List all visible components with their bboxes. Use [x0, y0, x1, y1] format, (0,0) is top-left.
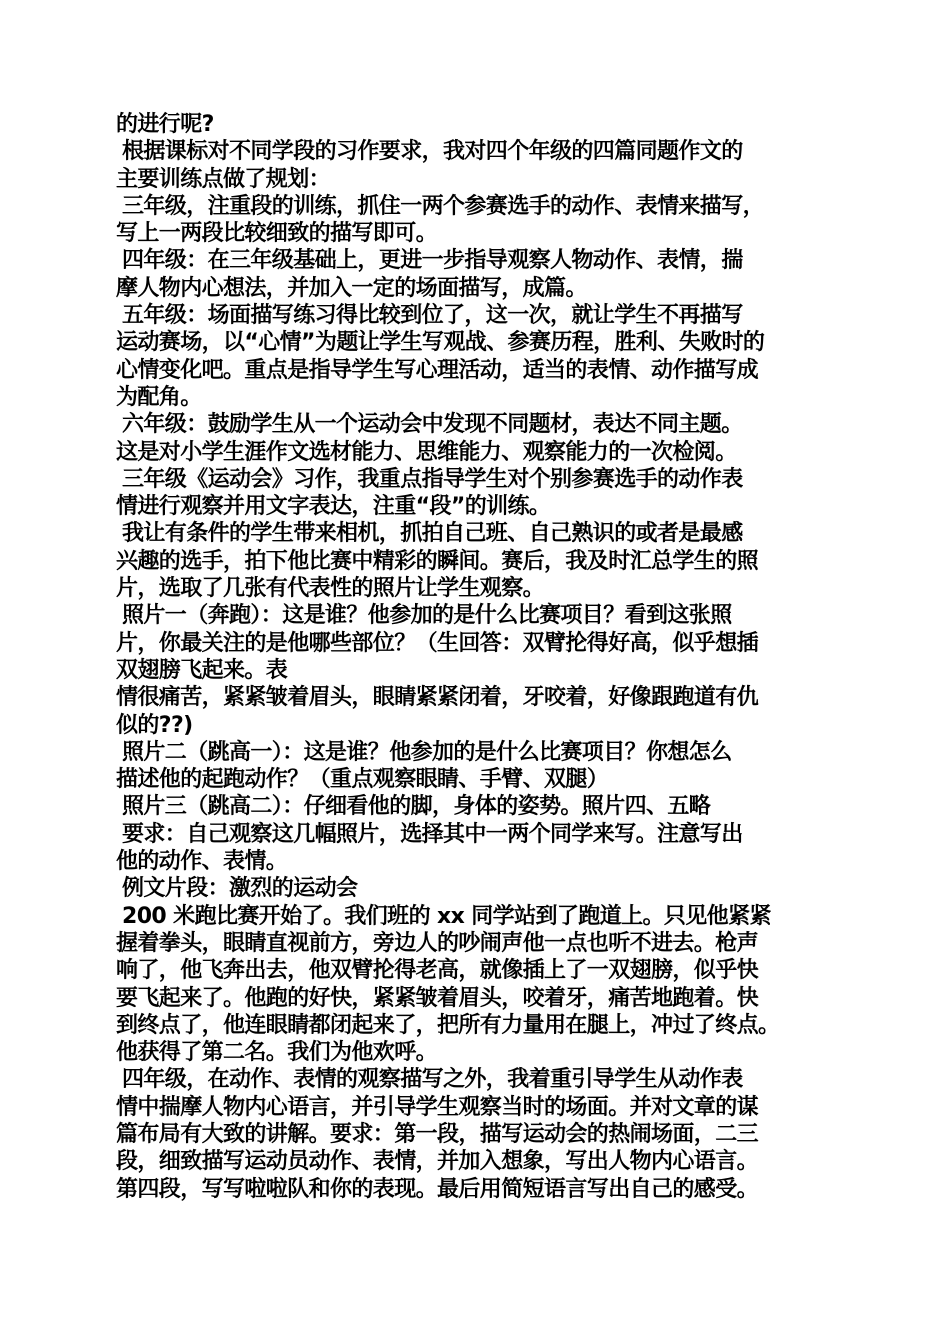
text-line: 我让有条件的学生带来相机，抓拍自己班、自己熟识的或者是最感 [122, 521, 743, 547]
text-line: 主要训练点做了规划： [116, 166, 331, 192]
text-line: 照片二（跳高一）：这是谁？他参加的是什么比赛项目？你想怎么 [122, 739, 732, 765]
document-body [116, 111, 846, 1203]
text-line: 三年级，注重段的训练，抓住一两个参赛选手的动作、表情来描写， [122, 193, 765, 219]
text-line: 三年级《运动会》习作，我重点指导学生对个别参赛选手的动作表 [122, 466, 743, 492]
text-line: 要飞起来了。他跑的好快，紧紧皱着眉头，咬着牙，痛苦地跑着。快 [116, 985, 759, 1011]
text-line: 心情变化吧。重点是指导学生写心理活动，适当的表情、动作描写成 [116, 357, 759, 383]
text-line: 似的??) [116, 712, 193, 738]
text-line: 篇布局有大致的讲解。要求：第一段，描写运动会的热闹场面，二三 [116, 1121, 759, 1147]
text-line: 情很痛苦，紧紧皱着眉头，眼睛紧紧闭着，牙咬着，好像跟跑道有仇 [116, 685, 759, 711]
text-line: 200 米跑比赛开始了。我们班的 xx 同学站到了跑道上。只见他紧紧 [122, 903, 771, 929]
text-line: 双翅膀飞起来。表 [116, 657, 288, 683]
text-line: 到终点了，他连眼睛都闭起来了，把所有力量用在腿上，冲过了终点。 [116, 1012, 780, 1038]
text-line: 四年级，在动作、表情的观察描写之外，我着重引导学生从动作表 [122, 1067, 743, 1093]
text-line: 照片三（跳高二）：仔细看他的脚，身体的姿势。照片四、五略 [122, 794, 711, 820]
text-line: 片，你最关注的是他哪些部位？（生回答：双臂抡得好高，似乎想插 [116, 630, 759, 656]
text-line: 运动赛场，以“心情”为题让学生写观战、参赛历程，胜利、失败时的 [116, 330, 765, 356]
text-line: 响了，他飞奔出去，他双臂抡得老高，就像插上了一双翅膀，似乎快 [116, 958, 759, 984]
text-line: 他的动作、表情。 [116, 849, 288, 875]
text-line: 摩人物内心想法，并加入一定的场面描写，成篇。 [116, 275, 587, 301]
text-line: 写上一两段比较细致的描写即可。 [116, 221, 438, 247]
text-line: 根据课标对不同学段的习作要求，我对四个年级的四篇同题作文的 [122, 139, 743, 165]
text-line: 他获得了第二名。我们为他欢呼。 [116, 1040, 438, 1066]
text-line: 照片一（奔跑）：这是谁？他参加的是什么比赛项目？看到这张照 [122, 603, 732, 629]
text-line: 例文片段：激烈的运动会 [122, 876, 358, 902]
text-line: 描述他的起跑动作？（重点观察眼睛、手臂、双腿） [116, 767, 609, 793]
text-line: 情进行观察并用文字表达，注重“段”的训练。 [116, 494, 551, 520]
text-line: 这是对小学生涯作文选材能力、思维能力、观察能力的一次检阅。 [116, 439, 737, 465]
text-line: 兴趣的选手，拍下他比赛中精彩的瞬间。赛后，我及时汇总学生的照 [116, 548, 759, 574]
text-line: 的进行呢? [116, 112, 214, 137]
text-line: 四年级：在三年级基础上，更进一步指导观察人物动作、表情，揣 [122, 248, 743, 274]
text-line: 段，细致描写运动员动作、表情，并加入想象，写出人物内心语言。 [116, 1149, 759, 1175]
text-line: 第四段，写写啦啦队和你的表现。最后用简短语言写出自己的感受。 [116, 1176, 759, 1202]
text-line: 五年级：场面描写练习得比较到位了，这一次，就让学生不再描写 [122, 303, 743, 329]
text-line: 要求：自己观察这几幅照片，选择其中一两个同学来写。注意写出 [122, 821, 743, 847]
text-line: 片，选取了几张有代表性的照片让学生观察。 [116, 576, 545, 602]
text-line: 情中揣摩人物内心语言，并引导学生观察当时的场面。并对文章的谋 [116, 1094, 759, 1120]
text-line: 为配角。 [116, 384, 202, 410]
text-line: 六年级：鼓励学生从一个运动会中发现不同题材，表达不同主题。 [122, 412, 743, 438]
text-line: 握着拳头，眼睛直视前方，旁边人的吵闹声他一点也听不进去。枪声 [116, 930, 759, 956]
